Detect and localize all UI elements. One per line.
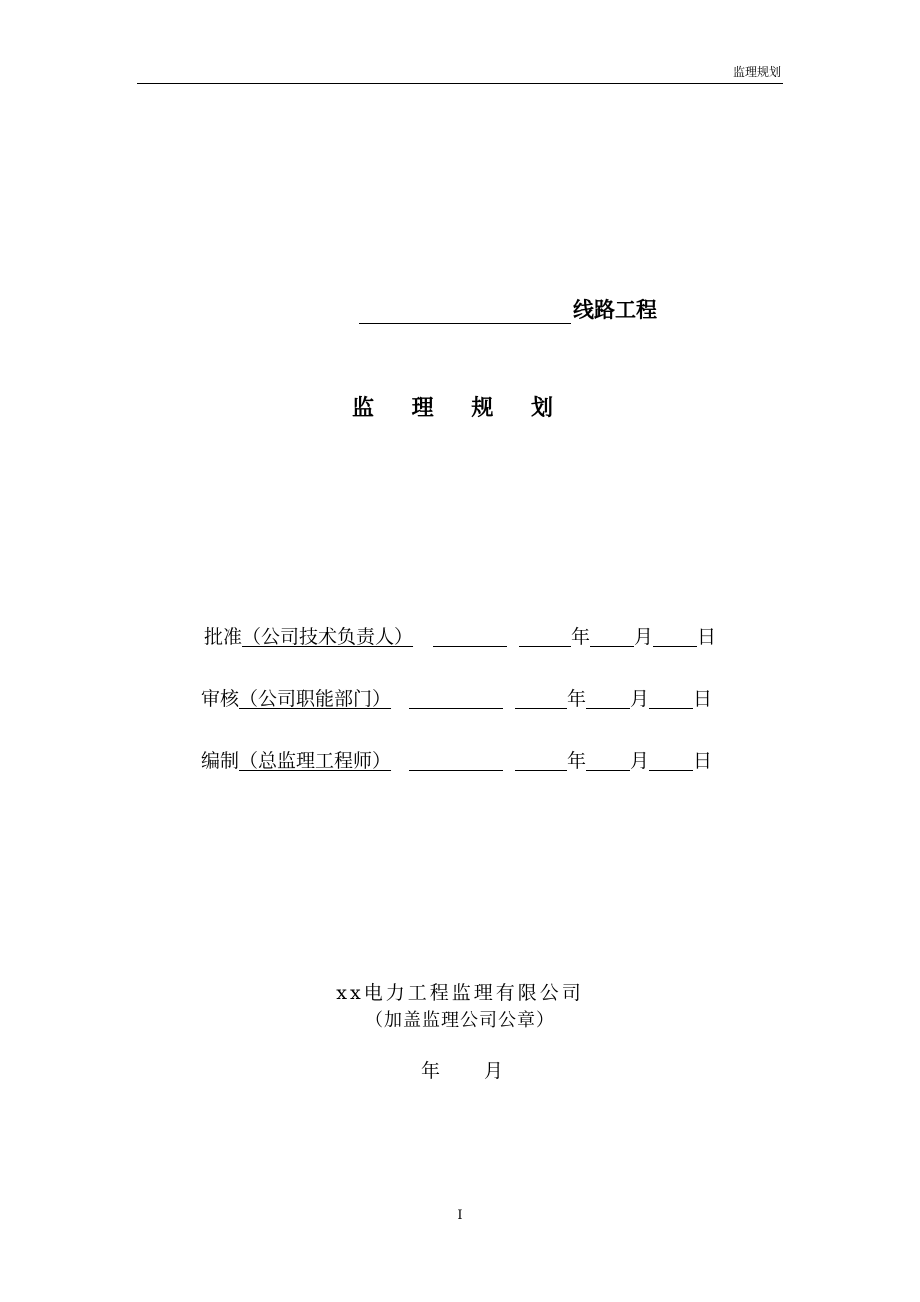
day-blank bbox=[649, 748, 693, 771]
month-label: 月 bbox=[634, 626, 654, 648]
signature-prefix: 审核 bbox=[201, 688, 240, 710]
project-title bbox=[0, 296, 920, 324]
page-number: I bbox=[457, 1208, 463, 1223]
header-title: 监理规划 bbox=[732, 65, 781, 79]
document-title: 监 理 规 划 bbox=[352, 396, 568, 421]
day-label: 日 bbox=[697, 626, 717, 648]
date-fields bbox=[515, 686, 712, 712]
day-blank bbox=[649, 686, 693, 709]
year-blank bbox=[515, 748, 567, 771]
day-label: 日 bbox=[693, 750, 713, 772]
date-fields bbox=[515, 748, 712, 774]
month-label: 月 bbox=[630, 688, 650, 710]
signature-label bbox=[201, 686, 391, 712]
year-label: 年 bbox=[567, 750, 587, 772]
signature-blank bbox=[409, 770, 503, 771]
signature-label bbox=[201, 748, 391, 774]
year-label: 年 bbox=[571, 626, 591, 648]
signature-blank bbox=[433, 646, 507, 647]
signature-blank bbox=[409, 708, 503, 709]
year-label: 年 bbox=[567, 688, 587, 710]
month-blank bbox=[586, 686, 630, 709]
project-name-blank bbox=[359, 299, 571, 324]
signature-prefix: 批准 bbox=[204, 626, 243, 648]
signature-role: （公司职能部门） bbox=[239, 688, 392, 710]
year-blank bbox=[515, 686, 567, 709]
month-blank bbox=[586, 748, 630, 771]
signature-role: （公司技术负责人） bbox=[242, 626, 414, 648]
day-blank bbox=[653, 624, 697, 647]
date-fields bbox=[519, 624, 716, 650]
project-suffix: 线路工程 bbox=[573, 298, 657, 322]
issue-date bbox=[421, 1058, 503, 1084]
signature-role: （总监理工程师） bbox=[239, 750, 392, 772]
signature-prefix: 编制 bbox=[201, 750, 240, 772]
issue-month-label: 月 bbox=[484, 1060, 504, 1082]
year-blank bbox=[519, 624, 571, 647]
header-rule bbox=[137, 83, 783, 84]
day-label: 日 bbox=[693, 688, 713, 710]
month-blank bbox=[590, 624, 634, 647]
signature-label bbox=[204, 624, 413, 650]
issue-year-label: 年 bbox=[421, 1060, 441, 1082]
company-name: xx电力工程监理有限公司 bbox=[336, 982, 584, 1004]
seal-note: （加盖监理公司公章） bbox=[365, 1010, 555, 1031]
month-label: 月 bbox=[630, 750, 650, 772]
